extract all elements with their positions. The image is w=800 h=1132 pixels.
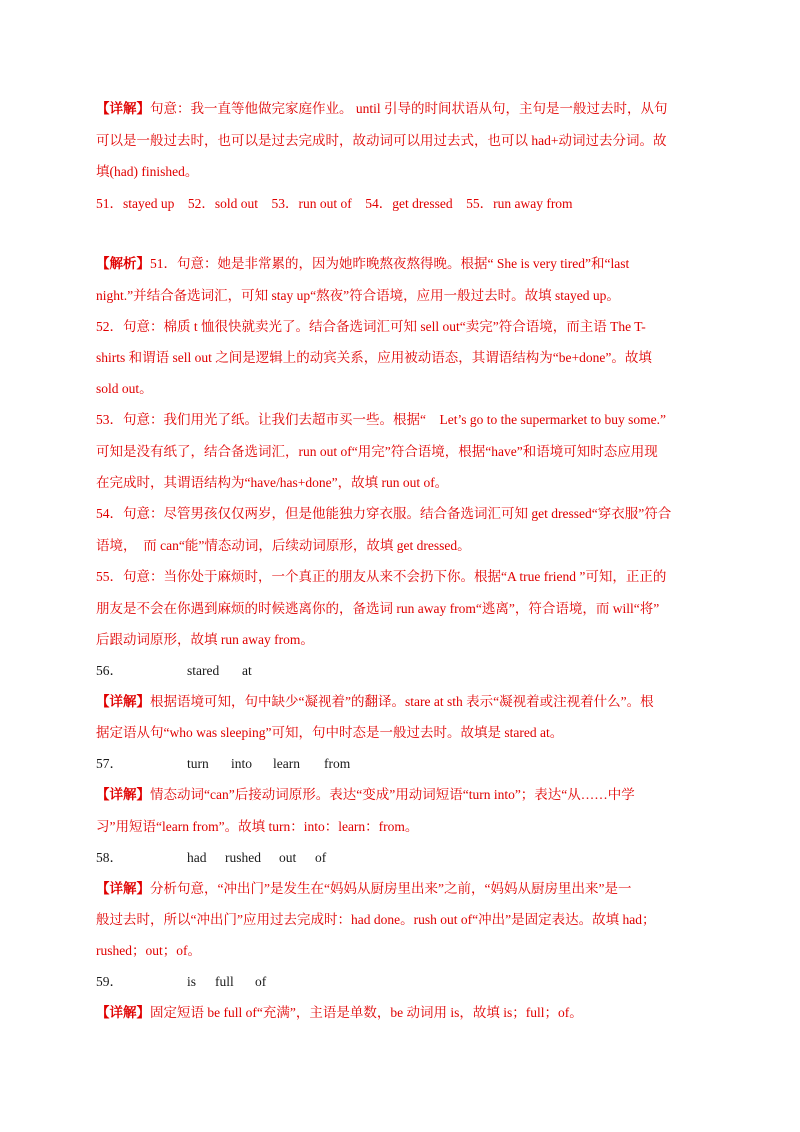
detail-line: 【详解】固定短语 be full of“充满”，主语是单数，be 动词用 is，故填 is；full；of。: [96, 1005, 583, 1020]
answer-row-56: 56． stared at: [96, 663, 252, 678]
detail-tag: 【详解】: [96, 787, 150, 802]
detail-line: 习”用短语“learn from”。故填 turn：into：learn：from。: [96, 819, 419, 834]
detail-tag: 【详解】: [96, 101, 150, 116]
analysis-line: 53．句意：我们用光了纸。让我们去超市买一些。根据“ Let’s go to the supermarket to buy some.”: [96, 412, 666, 427]
detail-line: rushed；out；of。: [96, 943, 201, 958]
detail-line: 【详解】情态动词“can”后接动词原形。表达“变成”用动词短语“turn into”；表达“从……中学: [96, 787, 635, 802]
analysis-tag: 【解析】: [96, 256, 150, 271]
analysis-line: 在完成时，其谓语结构为“have/has+done”，故填 run out of。: [96, 475, 449, 490]
analysis-line: 可知是没有纸了，结合备选词汇，run out of“用完”符合语境，根据“have”和语境可知时态应用现: [96, 444, 658, 459]
explanation-line: 填(had) finished。: [96, 164, 199, 179]
detail-tag: 【详解】: [96, 694, 150, 709]
answer-list: 51．stayed up 52．sold out 53．run out of 54．get dressed 55．run away from: [96, 196, 573, 211]
analysis-line: 52．句意：棉质 t 恤很快就卖光了。结合备选词汇可知 sell out“卖完”符合语境，而主语 The T-: [96, 319, 646, 334]
detail-line: 【详解】分析句意，“冲出门”是发生在“妈妈从厨房里出来”之前，“妈妈从厨房里出来”是一: [96, 881, 632, 896]
explanation-line: 【详解】句意：我一直等他做完家庭作业。 until 引导的时间状语从句，主句是一般过去时，从句: [96, 101, 668, 116]
analysis-line: 55．句意：当你处于麻烦时，一个真正的朋友从来不会扔下你。根据“A true friend ”可知，正正的: [96, 569, 667, 584]
analysis-line: 后跟动词原形，故填 run away from。: [96, 632, 314, 647]
answer-row-59: 59． is full of: [96, 974, 267, 989]
analysis-line: 语境， 而 can“能”情态动词，后续动词原形，故填 get dressed。: [96, 538, 471, 553]
analysis-line: 54．句意：尽管男孩仅仅两岁，但是他能独力穿衣服。结合备选词汇可知 get dressed“穿衣服”符合: [96, 506, 672, 521]
explanation-line: 可以是一般过去时，也可以是过去完成时，故动词可以用过去式，也可以 had+动词过去分词。故: [96, 133, 667, 148]
analysis-line: shirts 和谓语 sell out 之间是逻辑上的动宾关系，应用被动语态，其谓语结构为“be+done”。故填: [96, 350, 652, 365]
answer-row-58: 58． had rushed out of: [96, 850, 327, 865]
detail-line: 【详解】根据语境可知，句中缺少“凝视着”的翻译。stare at sth 表示“凝视着或注视着什么”。根: [96, 694, 654, 709]
analysis-line: sold out。: [96, 381, 153, 396]
detail-line: 般过去时，所以“冲出门”应用过去完成时：had done。rush out of“冲出”是固定表达。故填 had；: [96, 912, 656, 927]
analysis-line: 朋友是不会在你遇到麻烦的时候逃离你的，备选词 run away from“逃离”，符合语境，而 will“将”: [96, 601, 660, 616]
detail-tag: 【详解】: [96, 881, 150, 896]
detail-tag: 【详解】: [96, 1005, 150, 1020]
analysis-line: night.”并结合备选词汇，可知 stay up“熬夜”符合语境，应用一般过去时。故填 stayed up。: [96, 288, 620, 303]
answer-row-57: 57． turn into learn from: [96, 756, 351, 771]
detail-line: 据定语从句“who was sleeping”可知，句中时态是一般过去时。故填是 stared at。: [96, 725, 564, 740]
analysis-line: 【解析】51．句意：她是非常累的，因为她昨晚熬夜熬得晚。根据“ She is very tired”和“last: [96, 256, 630, 271]
